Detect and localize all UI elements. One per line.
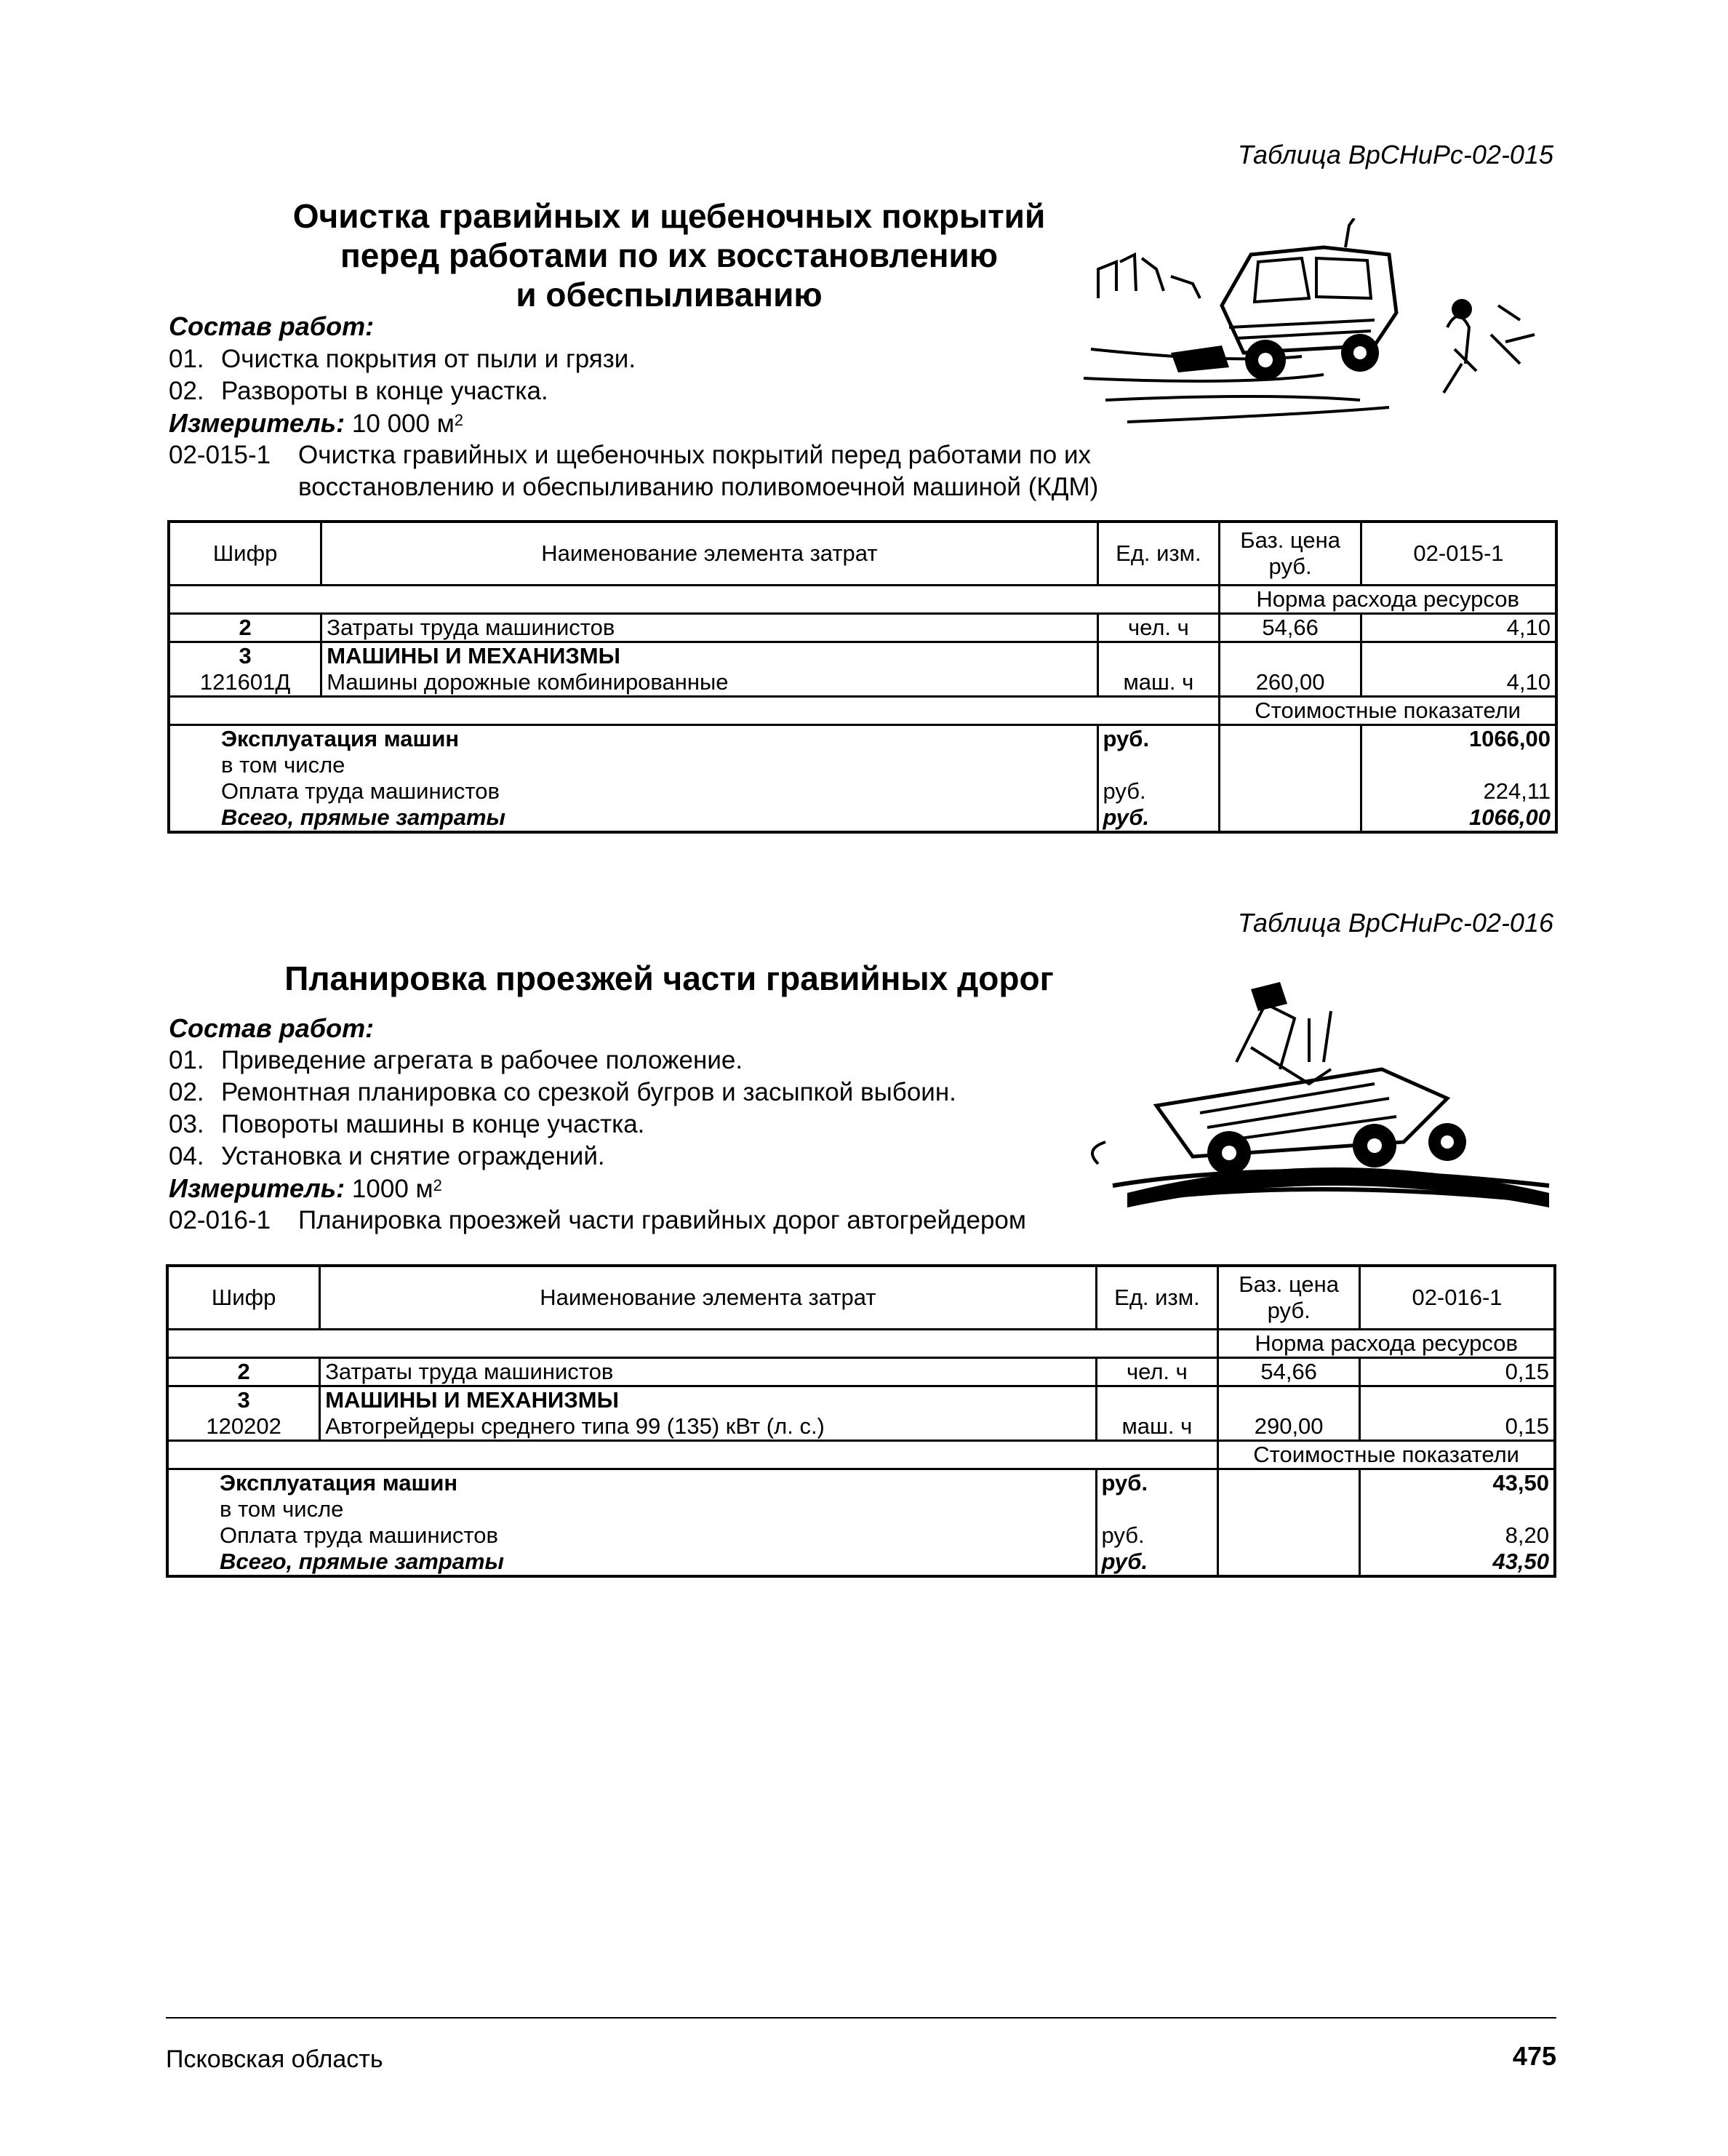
row-code: 121601Д	[169, 669, 321, 697]
table-caption: Таблица ВрСНиРс-02-015	[1237, 140, 1553, 169]
row-value: 0,15	[1360, 1413, 1556, 1441]
works-list	[169, 343, 636, 407]
work-item: 01. Приведение агрегата в рабочее положение.	[169, 1046, 743, 1074]
header-name: Наименование элемента затрат	[321, 522, 1097, 586]
cost-label: Эксплуатация машин	[167, 1469, 1096, 1497]
row-value: 4,10	[1361, 614, 1556, 642]
work-item: 03. Повороты машины в конце участка.	[169, 1110, 645, 1138]
work-item: 01. Очистка покрытия от пыли и грязи.	[169, 345, 636, 373]
title-line: перед работами по их восстановлению	[340, 236, 999, 274]
header-code: Шифр	[167, 1266, 320, 1330]
meter-label: Измеритель:	[169, 1173, 345, 1203]
meter-value: 1000 м	[351, 1175, 433, 1203]
row-price: 290,00	[1218, 1413, 1360, 1441]
table-caption: Таблица ВрСНиРс-02-016	[1237, 908, 1553, 938]
cost-label: Всего, прямые затраты	[167, 1549, 1096, 1576]
row-unit: маш. ч	[1097, 669, 1220, 697]
code-line-continued: восстановлению и обеспыливанию поливомоечной машиной (КДМ)	[298, 473, 1099, 501]
sweeper-truck-illustration	[1084, 218, 1556, 436]
footer-region: Псковская область	[166, 2045, 383, 2073]
cost-value: 224,11	[1483, 778, 1551, 804]
works-label: Состав работ:	[169, 311, 375, 341]
cost-label: Оплата труда машинистов	[167, 1522, 1096, 1549]
table-row	[167, 1386, 1555, 1414]
table-header-row	[169, 522, 1556, 586]
row-unit: чел. ч	[1097, 614, 1220, 642]
row-name: Машины дорожные комбинированные	[321, 669, 1097, 697]
row-name: МАШИНЫ И МЕХАНИЗМЫ	[321, 642, 1097, 670]
meter-line	[169, 1173, 442, 1205]
row-code: 2	[167, 1358, 320, 1386]
row-price: 54,66	[1220, 614, 1361, 642]
cost-total-row	[169, 804, 1556, 832]
cost-row	[167, 1441, 1555, 1469]
cost-wage-row	[169, 778, 1556, 804]
cost-unit: руб.	[1097, 804, 1220, 832]
cost-label: в том числе	[167, 1496, 1096, 1522]
table-header-row	[167, 1266, 1555, 1330]
work-item: 04. Установка и снятие ограждений.	[169, 1142, 605, 1170]
header-code: Шифр	[169, 522, 321, 586]
resource-table	[166, 1264, 1556, 1578]
row-code: 3	[167, 1386, 320, 1414]
header-price: Баз. цена руб.	[1218, 1266, 1360, 1330]
cost-value: 1066,00	[1468, 726, 1551, 751]
meter-sup: 2	[454, 411, 464, 429]
cost-value: 8,20	[1505, 1522, 1549, 1548]
code-line-text: Планировка проезжей части гравийных дорог автогрейдером	[298, 1206, 1026, 1234]
meter-value: 10 000 м	[351, 410, 455, 438]
cost-row-label: Стоимостные показатели	[1220, 697, 1556, 725]
row-code: 120202	[167, 1413, 320, 1441]
header-unit: Ед. изм.	[1097, 522, 1220, 586]
row-name: Затраты труда машинистов	[321, 614, 1097, 642]
cost-label: в том числе	[169, 752, 1097, 778]
cost-unit: руб.	[1096, 1469, 1218, 1497]
cost-label: Оплата труда машинистов	[169, 778, 1097, 804]
cost-label: Эксплуатация машин	[169, 725, 1097, 753]
code-line-text: Очистка гравийных и щебеночных покрытий перед работами по их	[298, 441, 1091, 469]
cost-unit: руб.	[1096, 1549, 1218, 1576]
code-line-code: 02-016-1	[169, 1206, 271, 1234]
code-line-code: 02-015-1	[169, 441, 271, 469]
cost-wage-row	[167, 1522, 1555, 1549]
grader-illustration	[1069, 975, 1564, 1222]
row-code: 3	[169, 642, 321, 670]
cost-unit: руб.	[1096, 1522, 1218, 1549]
meter-label: Измеритель:	[169, 408, 345, 438]
norm-row-label: Норма расхода ресурсов	[1218, 1330, 1555, 1358]
table-row	[169, 669, 1556, 697]
title-line: Очистка гравийных и щебеночных покрытий	[292, 197, 1046, 235]
page-number: 475	[1512, 2041, 1556, 2071]
work-item: 02. Ремонтная планировка со срезкой бугров и засыпкой выбоин.	[169, 1078, 956, 1106]
norm-row-label: Норма расхода ресурсов	[1220, 586, 1556, 614]
row-price: 260,00	[1220, 669, 1361, 697]
row-name: Затраты труда машинистов	[320, 1358, 1096, 1386]
works-label: Состав работ:	[169, 1013, 375, 1043]
meter-line	[169, 407, 463, 440]
row-price: 54,66	[1218, 1358, 1360, 1386]
title-line: и обеспыливанию	[516, 276, 823, 314]
table-row	[167, 1413, 1555, 1441]
table-row	[169, 642, 1556, 670]
table-row	[167, 1358, 1555, 1386]
cost-exploit-row	[167, 1469, 1555, 1497]
header-name: Наименование элемента затрат	[320, 1266, 1096, 1330]
cost-value: 1066,00	[1468, 804, 1551, 830]
code-line	[169, 439, 1091, 471]
works-list	[169, 1045, 956, 1173]
section-title	[218, 959, 1120, 998]
cost-label: Всего, прямые затраты	[169, 804, 1097, 832]
code-line	[169, 1205, 1026, 1237]
header-price: Баз. цена руб.	[1220, 522, 1361, 586]
meter-sup: 2	[433, 1176, 442, 1194]
cost-row-label: Стоимостные показатели	[1218, 1441, 1555, 1469]
footer-rule	[166, 2017, 1556, 2019]
row-unit: чел. ч	[1096, 1358, 1218, 1386]
cost-unit: руб.	[1097, 778, 1220, 804]
cost-unit: руб.	[1097, 725, 1220, 753]
cost-total-row	[167, 1549, 1555, 1576]
norm-row	[169, 586, 1556, 614]
resource-table	[167, 520, 1558, 834]
norm-row	[167, 1330, 1555, 1358]
header-column: 02-016-1	[1360, 1266, 1556, 1330]
row-name: МАШИНЫ И МЕХАНИЗМЫ	[320, 1386, 1096, 1414]
title-line: Планировка проезжей части гравийных дорог	[284, 959, 1054, 997]
header-unit: Ед. изм.	[1096, 1266, 1218, 1330]
row-name: Автогрейдеры среднего типа 99 (135) кВт (л. с.)	[320, 1413, 1096, 1441]
table-row	[169, 614, 1556, 642]
row-code: 2	[169, 614, 321, 642]
row-value: 0,15	[1360, 1358, 1556, 1386]
work-item: 02. Развороты в конце участка.	[169, 377, 548, 405]
row-unit: маш. ч	[1096, 1413, 1218, 1441]
header-column: 02-015-1	[1361, 522, 1556, 586]
cost-exploit-row	[169, 725, 1556, 753]
cost-value: 43,50	[1492, 1549, 1549, 1574]
cost-row	[169, 697, 1556, 725]
row-value: 4,10	[1361, 669, 1556, 697]
cost-value: 43,50	[1492, 1470, 1549, 1496]
section-title	[218, 196, 1120, 314]
cost-incl-row	[167, 1496, 1555, 1522]
cost-incl-row	[169, 752, 1556, 778]
